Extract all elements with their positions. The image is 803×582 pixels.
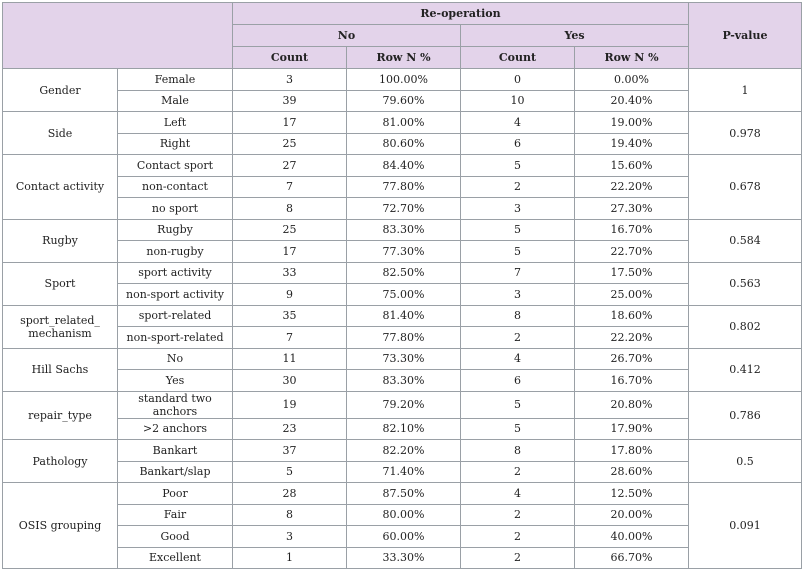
no-count-cell: 28 bbox=[233, 483, 347, 505]
table-row bbox=[3, 241, 802, 263]
no-rowpct-cell: 79.20% bbox=[347, 391, 461, 418]
level-name: Female bbox=[118, 69, 233, 91]
no-rowpct-cell: 82.50% bbox=[347, 262, 461, 284]
table-header bbox=[3, 3, 802, 69]
no-count-cell: 33 bbox=[233, 262, 347, 284]
pvalue-header: P-value bbox=[689, 3, 802, 69]
no-count-cell: 19 bbox=[233, 391, 347, 418]
level-name: Rugby bbox=[118, 219, 233, 241]
pvalue-cell: 0.091 bbox=[689, 483, 802, 569]
level-name: Good bbox=[118, 526, 233, 548]
yes-rowpct-cell: 66.70% bbox=[575, 547, 689, 569]
yes-count-cell: 6 bbox=[461, 370, 575, 392]
yes-count-cell: 5 bbox=[461, 418, 575, 440]
yes-rowpct-cell: 17.90% bbox=[575, 418, 689, 440]
level-name: Contact sport bbox=[118, 155, 233, 177]
no-rowpct-header: Row N % bbox=[347, 47, 461, 69]
level-name: Left bbox=[118, 112, 233, 134]
no-count-cell: 9 bbox=[233, 284, 347, 306]
yes-count-cell: 3 bbox=[461, 284, 575, 306]
yes-rowpct-cell: 17.80% bbox=[575, 440, 689, 462]
level-name: no sport bbox=[118, 198, 233, 220]
no-count-cell: 1 bbox=[233, 547, 347, 569]
level-name: Yes bbox=[118, 370, 233, 392]
yes-rowpct-cell: 12.50% bbox=[575, 483, 689, 505]
no-count-cell: 25 bbox=[233, 219, 347, 241]
yes-count-cell: 4 bbox=[461, 112, 575, 134]
no-rowpct-cell: 60.00% bbox=[347, 526, 461, 548]
yes-count-cell: 2 bbox=[461, 176, 575, 198]
no-count-cell: 7 bbox=[233, 176, 347, 198]
no-rowpct-cell: 87.50% bbox=[347, 483, 461, 505]
no-count-header: Count bbox=[233, 47, 347, 69]
variable-name: Side bbox=[3, 112, 118, 155]
yes-rowpct-cell: 19.40% bbox=[575, 133, 689, 155]
table-row bbox=[3, 370, 802, 392]
yes-count-cell: 2 bbox=[461, 461, 575, 483]
table-row bbox=[3, 305, 802, 327]
no-rowpct-cell: 71.40% bbox=[347, 461, 461, 483]
variable-name: Hill Sachs bbox=[3, 348, 118, 391]
yes-count-cell: 10 bbox=[461, 90, 575, 112]
no-rowpct-cell: 100.00% bbox=[347, 69, 461, 91]
variable-name: Contact activity bbox=[3, 155, 118, 220]
no-rowpct-cell: 82.20% bbox=[347, 440, 461, 462]
table-row bbox=[3, 504, 802, 526]
yes-rowpct-cell: 26.70% bbox=[575, 348, 689, 370]
pvalue-cell: 1 bbox=[689, 69, 802, 112]
pvalue-cell: 0.978 bbox=[689, 112, 802, 155]
no-rowpct-cell: 77.80% bbox=[347, 327, 461, 349]
yes-count-header: Count bbox=[461, 47, 575, 69]
no-rowpct-cell: 81.40% bbox=[347, 305, 461, 327]
yes-count-cell: 2 bbox=[461, 504, 575, 526]
table-row bbox=[3, 461, 802, 483]
level-name: Fair bbox=[118, 504, 233, 526]
no-count-cell: 17 bbox=[233, 241, 347, 263]
table-row bbox=[3, 418, 802, 440]
no-count-cell: 3 bbox=[233, 69, 347, 91]
yes-count-cell: 5 bbox=[461, 155, 575, 177]
yes-count-cell: 6 bbox=[461, 133, 575, 155]
no-count-cell: 3 bbox=[233, 526, 347, 548]
yes-rowpct-cell: 25.00% bbox=[575, 284, 689, 306]
table-row bbox=[3, 391, 802, 418]
level-name: Excellent bbox=[118, 547, 233, 569]
no-count-cell: 37 bbox=[233, 440, 347, 462]
table-row bbox=[3, 112, 802, 134]
pvalue-cell: 0.584 bbox=[689, 219, 802, 262]
yes-count-cell: 4 bbox=[461, 483, 575, 505]
table-row bbox=[3, 547, 802, 569]
no-rowpct-cell: 80.60% bbox=[347, 133, 461, 155]
no-count-cell: 8 bbox=[233, 198, 347, 220]
yes-rowpct-cell: 18.60% bbox=[575, 305, 689, 327]
variable-name: Pathology bbox=[3, 440, 118, 483]
level-name: Bankart bbox=[118, 440, 233, 462]
variable-name: repair_type bbox=[3, 391, 118, 440]
no-count-cell: 8 bbox=[233, 504, 347, 526]
level-name: No bbox=[118, 348, 233, 370]
yes-rowpct-cell: 27.30% bbox=[575, 198, 689, 220]
pvalue-cell: 0.563 bbox=[689, 262, 802, 305]
yes-count-cell: 5 bbox=[461, 219, 575, 241]
no-count-cell: 25 bbox=[233, 133, 347, 155]
no-count-cell: 11 bbox=[233, 348, 347, 370]
pvalue-cell: 0.678 bbox=[689, 155, 802, 220]
pvalue-cell: 0.412 bbox=[689, 348, 802, 391]
no-count-cell: 35 bbox=[233, 305, 347, 327]
level-name: standard two anchors bbox=[118, 391, 233, 418]
no-count-cell: 17 bbox=[233, 112, 347, 134]
yes-count-cell: 2 bbox=[461, 327, 575, 349]
variable-name: OSIS grouping bbox=[3, 483, 118, 569]
level-name: Bankart/slap bbox=[118, 461, 233, 483]
table-row bbox=[3, 198, 802, 220]
no-count-cell: 5 bbox=[233, 461, 347, 483]
yes-count-cell: 2 bbox=[461, 547, 575, 569]
level-name: non-sport-related bbox=[118, 327, 233, 349]
reoperation-table bbox=[2, 2, 802, 569]
level-name: Male bbox=[118, 90, 233, 112]
yes-rowpct-cell: 28.60% bbox=[575, 461, 689, 483]
yes-rowpct-cell: 19.00% bbox=[575, 112, 689, 134]
level-name: >2 anchors bbox=[118, 418, 233, 440]
no-count-cell: 23 bbox=[233, 418, 347, 440]
no-rowpct-cell: 75.00% bbox=[347, 284, 461, 306]
level-name: Right bbox=[118, 133, 233, 155]
yes-rowpct-cell: 16.70% bbox=[575, 370, 689, 392]
no-count-cell: 39 bbox=[233, 90, 347, 112]
table-row bbox=[3, 133, 802, 155]
yes-rowpct-cell: 20.40% bbox=[575, 90, 689, 112]
table-row bbox=[3, 90, 802, 112]
yes-count-cell: 5 bbox=[461, 241, 575, 263]
yes-header: Yes bbox=[461, 25, 689, 47]
variable-name: Gender bbox=[3, 69, 118, 112]
pvalue-cell: 0.5 bbox=[689, 440, 802, 483]
yes-rowpct-cell: 16.70% bbox=[575, 219, 689, 241]
no-rowpct-cell: 77.80% bbox=[347, 176, 461, 198]
yes-count-cell: 7 bbox=[461, 262, 575, 284]
yes-rowpct-cell: 22.20% bbox=[575, 327, 689, 349]
yes-count-cell: 8 bbox=[461, 305, 575, 327]
no-rowpct-cell: 80.00% bbox=[347, 504, 461, 526]
level-name: sport-related bbox=[118, 305, 233, 327]
yes-rowpct-cell: 17.50% bbox=[575, 262, 689, 284]
level-name: non-sport activity bbox=[118, 284, 233, 306]
yes-count-cell: 8 bbox=[461, 440, 575, 462]
reoperation-header: Re-operation bbox=[233, 3, 689, 25]
no-rowpct-cell: 77.30% bbox=[347, 241, 461, 263]
yes-rowpct-cell: 20.80% bbox=[575, 391, 689, 418]
yes-rowpct-cell: 22.70% bbox=[575, 241, 689, 263]
table-row bbox=[3, 155, 802, 177]
variable-name: sport_related_ mechanism bbox=[3, 305, 118, 348]
yes-rowpct-cell: 0.00% bbox=[575, 69, 689, 91]
no-count-cell: 30 bbox=[233, 370, 347, 392]
pvalue-cell: 0.786 bbox=[689, 391, 802, 440]
table-body bbox=[3, 69, 802, 569]
yes-count-cell: 3 bbox=[461, 198, 575, 220]
level-name: non-contact bbox=[118, 176, 233, 198]
variable-name: Sport bbox=[3, 262, 118, 305]
no-rowpct-cell: 84.40% bbox=[347, 155, 461, 177]
no-rowpct-cell: 83.30% bbox=[347, 370, 461, 392]
yes-rowpct-header: Row N % bbox=[575, 47, 689, 69]
table-row bbox=[3, 327, 802, 349]
level-name: Poor bbox=[118, 483, 233, 505]
table-row bbox=[3, 348, 802, 370]
no-rowpct-cell: 83.30% bbox=[347, 219, 461, 241]
yes-count-cell: 0 bbox=[461, 69, 575, 91]
table-row bbox=[3, 440, 802, 462]
no-count-cell: 7 bbox=[233, 327, 347, 349]
yes-rowpct-cell: 20.00% bbox=[575, 504, 689, 526]
table-row bbox=[3, 526, 802, 548]
no-count-cell: 27 bbox=[233, 155, 347, 177]
table-row bbox=[3, 176, 802, 198]
no-rowpct-cell: 82.10% bbox=[347, 418, 461, 440]
table-row bbox=[3, 69, 802, 91]
no-header: No bbox=[233, 25, 461, 47]
pvalue-cell: 0.802 bbox=[689, 305, 802, 348]
no-rowpct-cell: 33.30% bbox=[347, 547, 461, 569]
no-rowpct-cell: 73.30% bbox=[347, 348, 461, 370]
yes-count-cell: 5 bbox=[461, 391, 575, 418]
yes-rowpct-cell: 40.00% bbox=[575, 526, 689, 548]
table-row bbox=[3, 483, 802, 505]
variable-name: Rugby bbox=[3, 219, 118, 262]
level-name: sport activity bbox=[118, 262, 233, 284]
level-name: non-rugby bbox=[118, 241, 233, 263]
no-rowpct-cell: 72.70% bbox=[347, 198, 461, 220]
table-row bbox=[3, 262, 802, 284]
header-blank-cell bbox=[3, 3, 233, 69]
yes-rowpct-cell: 22.20% bbox=[575, 176, 689, 198]
table-row bbox=[3, 284, 802, 306]
yes-count-cell: 2 bbox=[461, 526, 575, 548]
yes-rowpct-cell: 15.60% bbox=[575, 155, 689, 177]
no-rowpct-cell: 81.00% bbox=[347, 112, 461, 134]
table-row bbox=[3, 219, 802, 241]
yes-count-cell: 4 bbox=[461, 348, 575, 370]
no-rowpct-cell: 79.60% bbox=[347, 90, 461, 112]
